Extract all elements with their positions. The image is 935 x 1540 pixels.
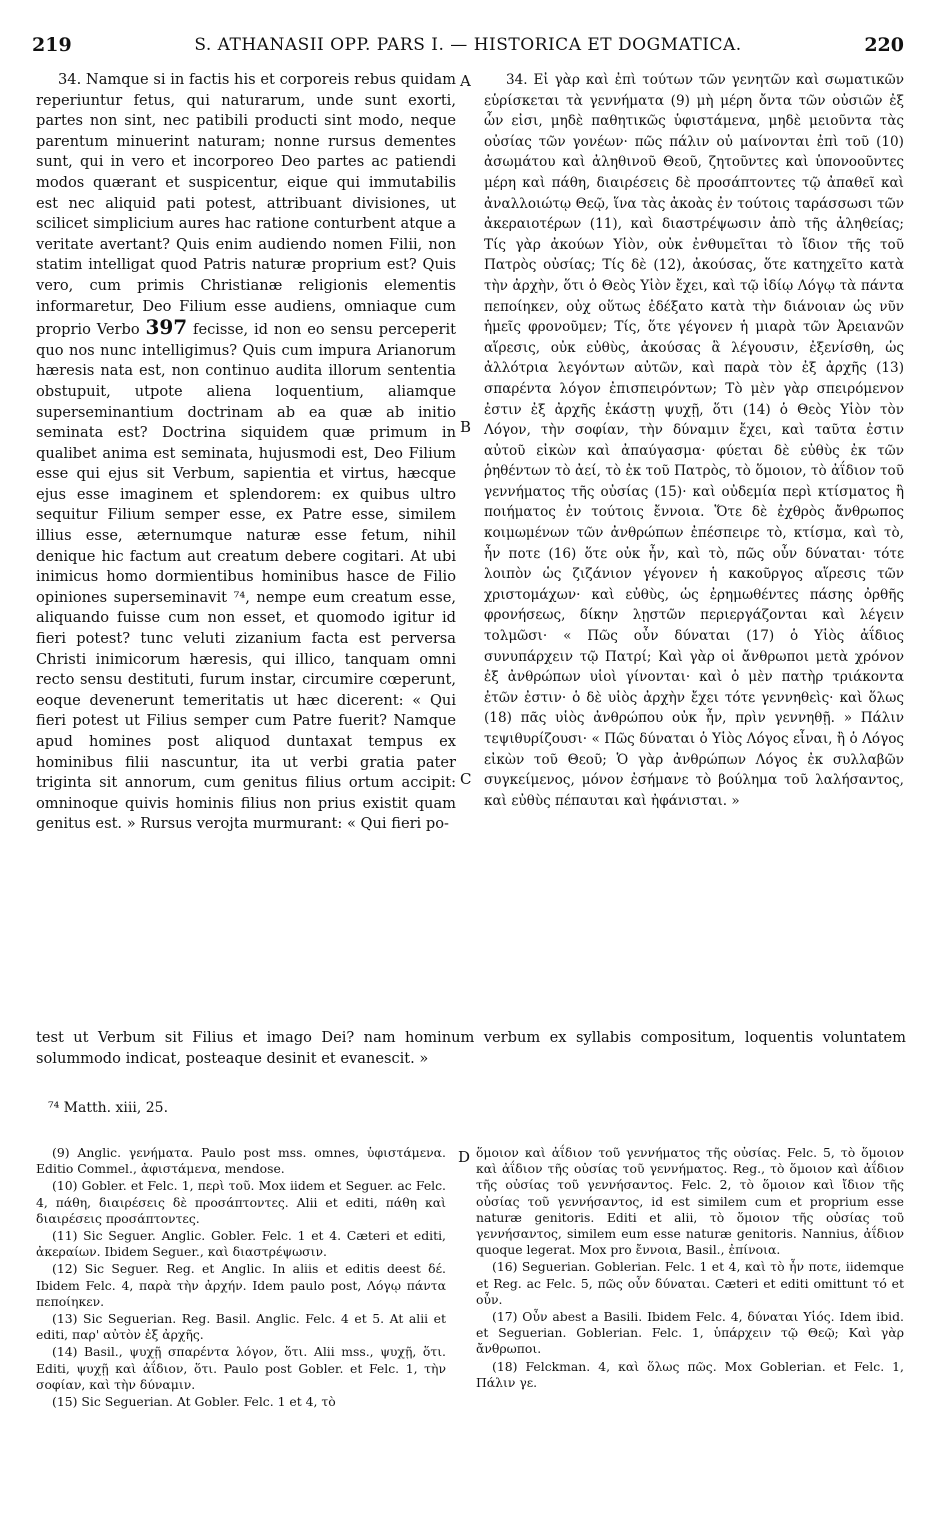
latin-tail: test ut Verbum sit Filius et imago Dei? nam hominum verbum ex syllabis compositum, loquentis voluntatem solummodo indicat, posteaque desinit et evanescit. » xyxy=(36,1029,906,1067)
critical-note: ὅμοιον καὶ ἀΐδιον τοῦ γεννήματος τῆς οὐσίας. Felc. 5, τὸ ὅμοιον καὶ ἀΐδιον τῆς οὐσίας τοῦ γεννήματος. Reg., τὸ ὅμοιον καὶ ἀΐδιον τῆς οὐσίας τοῦ γεννήσαντος. Felc. 2, τὸ ὅμοιον καὶ ἴδιον τῆς οὐσίας τοῦ γεννήσαντος, id est similem cum et proprium esse naturæ genitoris. Editi et alii, τὸ ὅμοιον τῆς οὐσίας τοῦ γεννήσαντος, similem eum esse naturæ genitoris. Nannius, ἀΐδιον quoque legerat. Mox pro ἔννοια, Basil., ἐπίνοια. xyxy=(476,1145,904,1258)
greek-paragraph: 34. Εἰ γὰρ καὶ ἐπὶ τούτων τῶν γενητῶν καὶ σωματικῶν εὑρίσκεται τὰ γεννήματα (9) μὴ μέρη ὄντα τῶν οὐσιῶν ἐξ ὧν εἰσι, μηδὲ παθητικῶς ὑφιστάμενα, μηδὲ μειοῦντα τὰς οὐσίας τῶν γονέων· πῶς πάλιν οὐ μαίνονται ἐπὶ τοῦ (10) ἀσωμάτου καὶ ἀληθινοῦ Θεοῦ, ζητοῦντες καὶ ὑπονοοῦντες μέρη καὶ πάθη, διαιρέσεις δὲ προσάπτοντες τῷ ἀπαθεῖ καὶ ἀναλλοιώτῳ Θεῷ, ἵνα τὰς ἀκοὰς ἐν τούτοις ταράσσωσι τῶν ἀκεραιοτέρων (11), καὶ διαστρέψωσιν ἀπὸ τῆς ἀληθείας; Τίς γὰρ ἀκούων Υἱὸν, οὐκ ἐνθυμεῖται τὸ ἴδιον τῆς τοῦ Πατρὸς οὐσίας; Τίς δὲ (12), ἀκούσας, ὅτε κατηχεῖτο κατὰ τὴν ἀρχὴν, ὅτι ὁ Θεὸς Υἱὸν ἔχει, καὶ τῷ ἰδίῳ Λόγῳ τὰ πάντα πεποίηκεν, οὐχ οὕτως ἐδέξατο κατὰ τὴν διάνοιαν ὡς νῦν ἡμεῖς φρονοῦμεν; Τίς, ὅτε γέγονεν ἡ μιαρὰ τῶν Ἀρειανῶν αἵρεσις, οὐκ εὐθὺς, ἀκούσας ἃ λέγουσιν, ἐξενίσθη, ὡς ἀλλότρια λεγόντων αὐτῶν, καὶ παρὰ τὸν ἐξ ἀρχῆς (13) σπαρέντα λόγον ἐπισπειρόντων; Τὸ μὲν γὰρ σπειρόμενον ἐστιν ἐξ ἀρχῆς ἑκάστῃ ψυχῇ, ὅτι (14) ὁ Θεὸς Υἱὸν τὸν Λόγον, τὴν σοφίαν, τὴν δύναμιν ἔχει, καὶ ταῦτα ἐστιν αὐτοῦ εἰκὼν καὶ ἀπαύγασμα· φύεται δὲ εὐθὺς ἐκ τῶν ῥηθέντων τὸ ἀεί, τὸ ἐκ τοῦ Πατρὸς, τὸ ὅμοιον, τὸ ἀΐδιον τοῦ γεννήματος τῆς οὐσίας (15)· καὶ οὐδεμία περὶ κτίσματος ἢ ποιήματος ἐν τούτοις ἔννοια. Ὅτε δὲ ἐχθρὸς ἄνθρωπος κοιμωμένων τῶν ἀνθρώπων ἐπέσπειρε τὸ, κτίσμα, καὶ τὸ, ἦν ποτε (16) ὅτε οὐκ ἦν, καὶ τὸ, πῶς οὖν δύναται· τότε λοιπὸν ὡς ζιζάνιον γέγονεν ἡ κακοῦργος αἵρεσις τῶν χριστομάχων· καὶ εὐθὺς, ὡς ἐρημωθέντες πάσης ὀρθῆς φρονήσεως, δίκην λῃστῶν περιεργάζονται καὶ λέγειν τολμῶσι· « Πῶς οὖν δύναται (17) ὁ Υἱὸς ἀΐδιος συνυπάρχειν τῷ Πατρί; Καὶ γὰρ οἱ ἄνθρωποι μετὰ χρόνον ἐξ ἀνθρώπων υἱοὶ γίνονται· καὶ ὁ μὲν πατὴρ τριάκοντα ἐτῶν ἐστιν· ὁ δὲ υἱὸς ἀρχὴν ἔχει τότε γεννηθεὶς· καὶ ὅλως (18) πᾶς υἱὸς ἀνθρώπου οὐκ ἦν, πρὶν γεννηθῇ. » Πάλιν τεψιθυρίζουσι· « Πῶς δύναται ὁ Υἱὸς Λόγος εἶναι, ἢ ὁ Λόγος εἰκὼν τοῦ Θεοῦ; Ὁ γὰρ ἀνθρώπων Λόγος ἐκ συλλαβῶν συγκείμενος, μόνον ἐσήμανε τὸ βούλημα τοῦ λαλήσαντος, καὶ εὐθὺς πέπαυται καὶ ἠφάνισται. » xyxy=(484,72,904,809)
scripture-footnote: ⁷⁴ Matth. xiii, 25. xyxy=(48,1100,169,1116)
latin-paragraph xyxy=(36,70,456,835)
critical-note: (9) Anglic. γενήματα. Paulo post mss. omnes, ὑφιστάμενα. Editio Commel., ἀφιστάμενα, mendose. xyxy=(36,1145,446,1177)
running-header xyxy=(28,34,908,64)
critical-note: (16) Seguerian. Goblerian. Felc. 1 et 4, καὶ τὸ ἦν ποτε, iidemque et Reg. ac Felc. 5, πῶς οὖν δύναται. Cæteri et editi omittunt τό et οὖν. xyxy=(476,1259,904,1307)
running-title: S. ATHANASII OPP. PARS I. — HISTORICA ET DOGMATICA. xyxy=(194,35,742,55)
margin-letter-d: D xyxy=(458,1148,471,1166)
margin-letter-a: A xyxy=(460,72,471,90)
latin-text-before: 34. Namque si in factis his et corporeis rebus quidam reperiuntur fetus, qui naturarum, unde sunt exorti, partes non sint, nec patibili producti sint modo, neque parentum minuerint naturam; nonne rursus dementes sunt, qui in vero et incorporeo Deo partes ac patiendi modos quærant et suspicentur, eique qui immutabilis est nec aliquid pati potest, attribuant divisiones, ut scilicet simplicium aures hac ratione conturbent atque a veritate avertant? Quis enim audiendo nomen Filii, non statim intelligat quod Patris naturæ proprium est? Quis vero, cum primis Christianæ religionis elementis informaretur, Deo Filium esse audiens, omniaque cum proprio Verbo xyxy=(36,71,456,339)
margin-letter-b: B xyxy=(460,418,472,436)
greek-column xyxy=(484,70,904,811)
column-marker: 397 xyxy=(145,315,188,340)
notes-left-column xyxy=(36,1145,446,1411)
critical-note: (18) Felckman. 4, καὶ ὅλως πῶς. Mox Goblerian. et Felc. 1, Πάλιν γε. xyxy=(476,1358,904,1390)
critical-note: (11) Sic Seguer. Anglic. Gobler. Felc. 1 et 4. Cæteri et editi, ἀκεραίων. Ibidem Seguer., καὶ διαστρέψωσιν. xyxy=(36,1228,446,1260)
page-number-right: 220 xyxy=(864,34,904,56)
margin-letter-c: C xyxy=(460,770,472,788)
notes-right-column xyxy=(476,1145,904,1392)
critical-note: (10) Gobler. et Felc. 1, περὶ τοῦ. Mox iidem et Seguer. ac Felc. 4, πάθη, διαιρέσεις δὲ προσάπτοντες. Alii et editi, πάθη καὶ διαιρέσεις προσάπτοντες. xyxy=(36,1178,446,1226)
critical-note: (15) Sic Seguerian. At Gobler. Felc. 1 et 4, τὸ xyxy=(52,1394,336,1410)
latin-column xyxy=(36,70,456,835)
page-number-left: 219 xyxy=(32,34,72,56)
latin-text-after: fecisse, id non eo sensu perceperit quo nos nunc intelligimus? Quis cum impura Arianorum hæresis nata est, non continuo audita illorum sententia obstupuit, utpote aliena loquentium, aliamque superseminantium doctrinam ab ea quæ ab initio seminata est? Doctrina siquidem quæ primum in qualibet anima est seminata, hujusmodi est, Deo Filium esse qui ejus sit Verbum, sapientia et virtus, hæcque ejus esse imaginem et splendorem: ex quibus ultro sequitur Filium semper esse, ex Patre esse, similem illius esse, æternumque naturæ esse fetum, nihil denique hic factum aut creatum debere cogitari. At ubi inimicus homo dormientibus hominibus hasce de Filio opiniones superseminavit ⁷⁴, nempe eum creatum esse, aliquando fuisse cum non esset, et quomodo igitur id fieri potest? tunc veluti zizanium facta est perversa Christi inimicorum hæresis, qui illico, tanquam omni recto sensu destituti, furum instar, circumire cœperunt, eoque devenerunt temeritatis ut hæc dicerent: « Qui fieri potest ut Filius semper cum Patre fuerit? Namque apud homines post aliquod duntaxat tempus ex hominibus filii nascuntur, ita ut verbi gratia pater triginta sit annorum, cum genitus filius ortum accipit: omninoque quivis hominis filius non prius existit quam genitus est. » Rursus verojta murmurant: « Qui fieri po- xyxy=(36,321,456,833)
critical-note: (12) Sic Seguer. Reg. et Anglic. In aliis et editis deest δέ. Ibidem Felc. 4, παρὰ τὴν ἀρχήν. Idem paulo post, Λόγῳ πάντα πεποίηκεν. xyxy=(36,1261,446,1309)
critical-note: (17) Οὖν abest a Basili. Ibidem Felc. 4, δύναται Υἱός. Idem ibid. et Seguerian. Goblerian. Felc. 1, ὑπάρχειν τῷ Θεῷ; Καὶ γὰρ ἄνθρωποι. xyxy=(476,1309,904,1357)
critical-note: (14) Basil., ψυχῇ σπαρέντα λόγον, ὅτι. Alii mss., ψυχῇ, ὅτι. Editi, ψυχῇ καὶ ἀΐδιον, ὅτι. Paulo post Gobler. et Felc. 1, τὴν σοφίαν, καὶ τὴν δύναμιν. xyxy=(36,1344,446,1392)
critical-note: (13) Sic Seguerian. Reg. Basil. Anglic. Felc. 4 et 5. At alii et editi, παρ' αὐτὸν ἐξ ἀρχῆς. xyxy=(36,1311,446,1343)
